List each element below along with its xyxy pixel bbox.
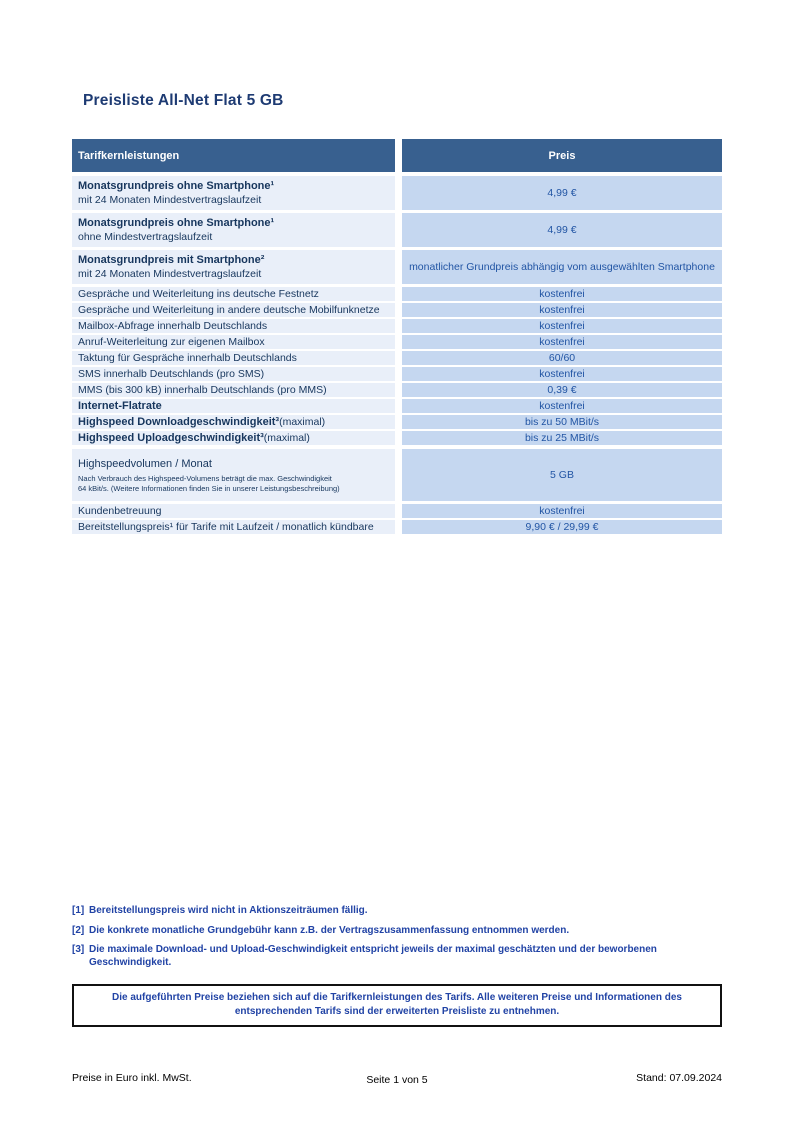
row-sublabel: mit 24 Monaten Mindestvertragslaufzeit [78,268,262,280]
row-label: Taktung für Gespräche innerhalb Deutschlands [78,351,297,364]
row-value: bis zu 50 MBit/s [402,415,722,429]
table-row [72,303,722,317]
row-label-suffix: (maximal) [279,415,326,428]
table-row [72,250,722,284]
footnote-marker: [3] [72,944,85,955]
row-label: Gespräche und Weiterleitung ins deutsche Festnetz [78,287,319,300]
table-row [72,335,722,349]
footnote [72,925,722,938]
row-value: monatlicher Grundpreis abhängig vom ausgewählten Smartphone [402,250,722,284]
footer-vat-note: Preise in Euro inkl. MwSt. [72,1072,192,1084]
row-sublabel: ohne Mindestvertragslaufzeit [78,231,213,243]
row-value: 0,39 € [402,383,722,397]
row-value: 60/60 [402,351,722,365]
price-table [72,139,722,536]
row-label: Gespräche und Weiterleitung in andere deutsche Mobilfunknetze [78,303,380,316]
table-row [72,319,722,333]
row-value: 9,90 € / 29,99 € [402,520,722,534]
row-sublabel: mit 24 Monaten Mindestvertragslaufzeit [78,194,262,206]
header-col-price: Preis [402,139,722,172]
footnotes [72,905,722,976]
footer-date: Stand: 07.09.2024 [636,1072,722,1084]
footnote [72,905,722,918]
row-label: Mailbox-Abfrage innerhalb Deutschlands [78,319,268,332]
row-label: Monatsgrundpreis ohne Smartphone¹ [78,217,275,229]
footnote-marker: [2] [72,924,85,936]
row-smallprint-line1: Nach Verbrauch des Highspeed-Volumens beträgt die max. Geschwindigkeit [78,474,332,483]
notice-box: Die aufgeführten Preise beziehen sich auf die Tarifkernleistungen des Tarifs. Alle weiteren Preise und Informationen des entsprechenden Tarifs sind der erweiterten Preisliste zu entnehmen. [72,984,722,1027]
row-value: kostenfrei [402,287,722,301]
table-row [72,431,722,445]
header-col-features: Tarifkernleistungen [72,139,395,172]
row-value: bis zu 25 MBit/s [402,431,722,445]
row-label: Monatsgrundpreis mit Smartphone² [78,254,265,266]
row-label: Anruf-Weiterleitung zur eigenen Mailbox [78,335,265,348]
row-label: Monatsgrundpreis ohne Smartphone¹ [78,180,275,192]
page-title: Preisliste All-Net Flat 5 GB [83,92,284,109]
table-row [72,504,722,518]
footnote-marker: [1] [72,905,85,916]
row-value: kostenfrei [402,367,722,381]
table-row [72,287,722,301]
row-value: kostenfrei [402,319,722,333]
row-value: 5 GB [402,449,722,501]
footnote-text: Die maximale Download- und Upload-Geschwindigkeit entspricht jeweils der maximal geschätzten und der beworbenen Geschwindigkeit. [89,944,657,968]
row-label-suffix: (maximal) [263,431,310,444]
row-smallprint-line2: 64 kBit/s. (Weitere Informationen finden Sie in unserer Leistungsbeschreibung) [78,483,340,493]
table-row [72,367,722,381]
row-value: kostenfrei [402,399,722,413]
row-label: Kundenbetreuung [78,504,162,517]
footer-page-number: Seite 1 von 5 [366,1074,428,1086]
table-row [72,415,722,429]
row-value: 4,99 € [402,176,722,210]
footnote-text: Bereitstellungspreis wird nicht in Aktionszeiträumen fällig. [89,905,368,916]
row-value: kostenfrei [402,504,722,518]
row-label: Internet-Flatrate [78,399,162,412]
row-value: kostenfrei [402,303,722,317]
table-row [72,351,722,365]
row-label: Highspeed Uploadgeschwindigkeit³ [78,431,264,444]
table-row [72,399,722,413]
table-header-row [72,139,722,172]
row-label: SMS innerhalb Deutschlands (pro SMS) [78,367,265,380]
row-label: Highspeedvolumen / Monat [78,458,212,470]
footnote-text: Die konkrete monatliche Grundgebühr kann z.B. der Vertragszusammenfassung entnommen werden. [89,924,570,936]
footnote [72,944,722,969]
row-label: Bereitstellungspreis¹ für Tarife mit Laufzeit / monatlich kündbare [78,520,374,533]
table-row [72,213,722,247]
table-row [72,520,722,534]
row-label: Highspeed Downloadgeschwindigkeit³ [78,415,280,428]
table-row [72,383,722,397]
table-row [72,449,722,501]
table-row [72,176,722,210]
row-value: 4,99 € [402,213,722,247]
row-label: MMS (bis 300 kB) innerhalb Deutschlands (pro MMS) [78,383,327,396]
row-value: kostenfrei [402,335,722,349]
